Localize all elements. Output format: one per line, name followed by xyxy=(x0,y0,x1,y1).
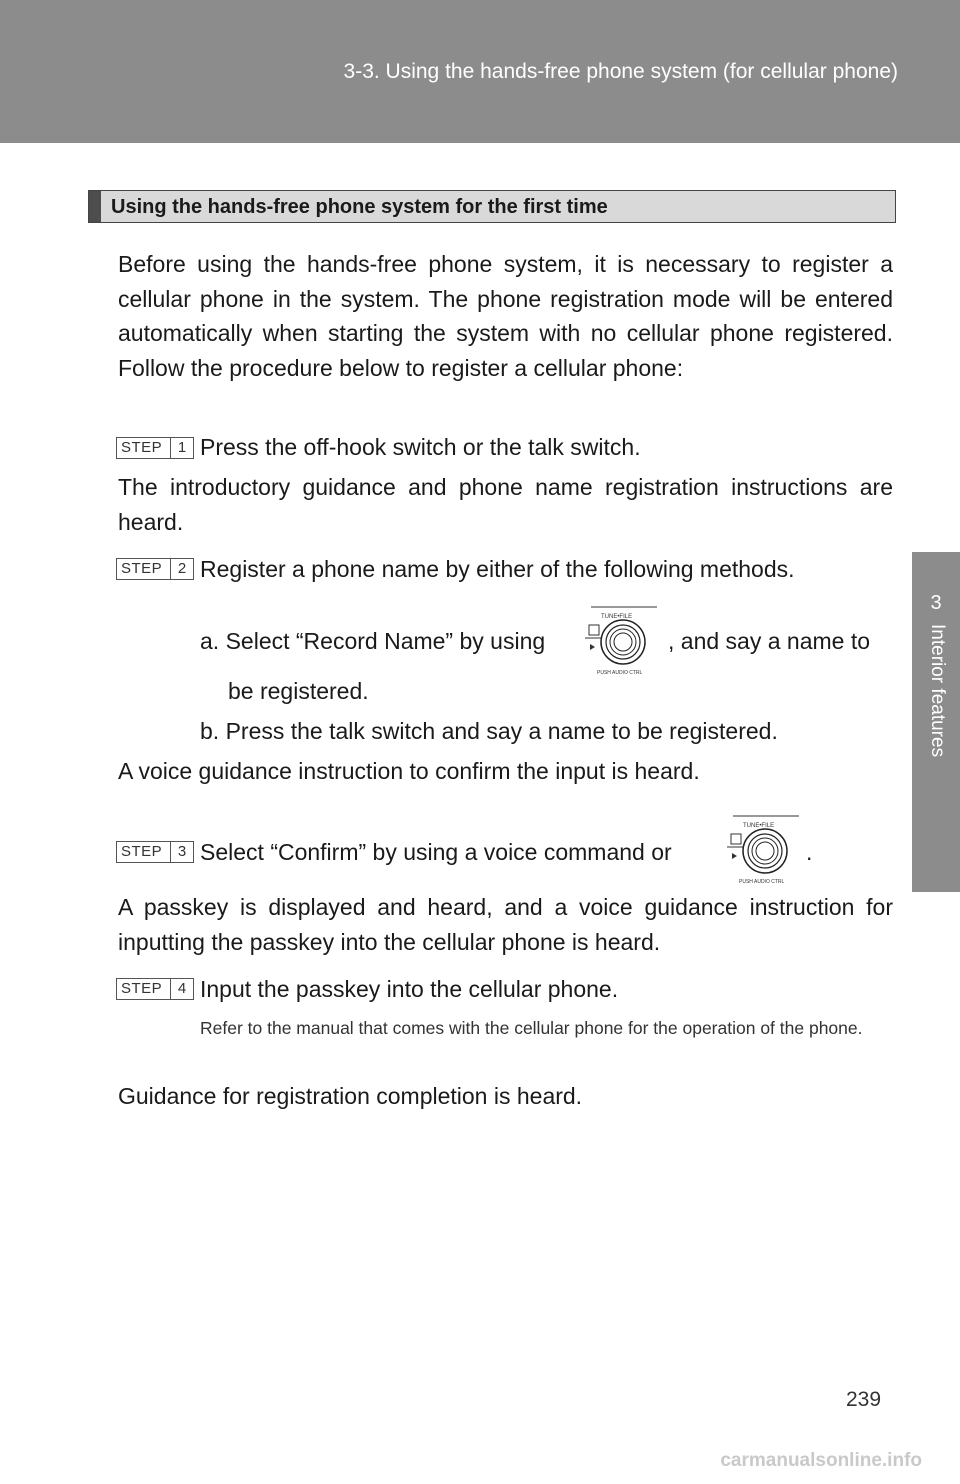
step-3-instruction: Select “Confirm” by using a voice command or xyxy=(200,839,672,865)
header-band xyxy=(0,0,960,143)
step-badge-1 xyxy=(116,437,194,459)
step-4-instruction: Input the passkey into the cellular phone. xyxy=(200,976,619,1002)
running-header: 3-3. Using the hands-free phone system (for cellular phone) xyxy=(343,60,898,83)
step-2-result: A voice guidance instruction to confirm the input is heard. xyxy=(118,758,700,784)
step-2-instruction: Register a phone name by either of the following methods. xyxy=(200,556,795,582)
step-2-option-b: b. Press the talk switch and say a name to be registered. xyxy=(200,718,778,744)
intro-paragraph: Before using the hands-free phone system, it is necessary to register a cellular phone in the system. The phone registration mode will be entered automatically when starting the system with no cellular phone registered. Follow the procedure below to register a cellular phone: xyxy=(118,251,893,381)
step-4-note: Refer to the manual that comes with the cellular phone for the operation of the phone. xyxy=(200,1018,863,1038)
tune-file-knob-icon xyxy=(583,604,661,676)
step-3-period: . xyxy=(806,839,813,865)
step-badge-4 xyxy=(116,978,194,1000)
step-4-result: Guidance for registration completion is heard. xyxy=(118,1083,583,1109)
watermark: carmanualsonline.info xyxy=(720,1450,922,1471)
step-badge-2 xyxy=(116,558,194,580)
section-heading-box xyxy=(88,190,896,223)
step-number: 2 xyxy=(170,559,193,579)
knob-bottom-label: PUSH AUDIO CTRL xyxy=(739,879,785,885)
knob-bottom-label: PUSH AUDIO CTRL xyxy=(597,670,643,676)
page-number: 239 xyxy=(846,1388,882,1411)
step-1-instruction: Press the off-hook switch or the talk switch. xyxy=(200,434,641,460)
chapter-side-tab xyxy=(912,552,960,892)
step-number: 4 xyxy=(170,979,193,999)
step-badge-3 xyxy=(116,841,194,863)
step-number: 3 xyxy=(170,842,193,862)
knob-top-label: TUNE•FILE xyxy=(743,823,775,829)
step-1-result: The introductory guidance and phone name registration instructions are heard. xyxy=(118,474,893,535)
section-heading: Using the hands-free phone system for the first time xyxy=(111,196,608,218)
step-number: 1 xyxy=(170,438,193,458)
step-2-option-a-continued: , and say a name to xyxy=(668,628,871,654)
tune-file-knob-icon xyxy=(725,813,803,885)
step-label: STEP xyxy=(121,980,163,997)
step-label: STEP xyxy=(121,843,163,860)
chapter-number: 3 xyxy=(930,592,942,614)
knob-top-label: TUNE•FILE xyxy=(601,614,633,620)
chapter-label: Interior features xyxy=(927,624,948,758)
step-label: STEP xyxy=(121,560,163,577)
step-label: STEP xyxy=(121,439,163,456)
step-2-option-a-end: be registered. xyxy=(228,678,369,704)
step-3-result: A passkey is displayed and heard, and a voice guidance instruction for inputting the passkey into the cellular phone is heard. xyxy=(118,894,893,955)
heading-accent-bar xyxy=(89,191,101,222)
step-2-option-a: a. Select “Record Name” by using xyxy=(200,628,546,654)
